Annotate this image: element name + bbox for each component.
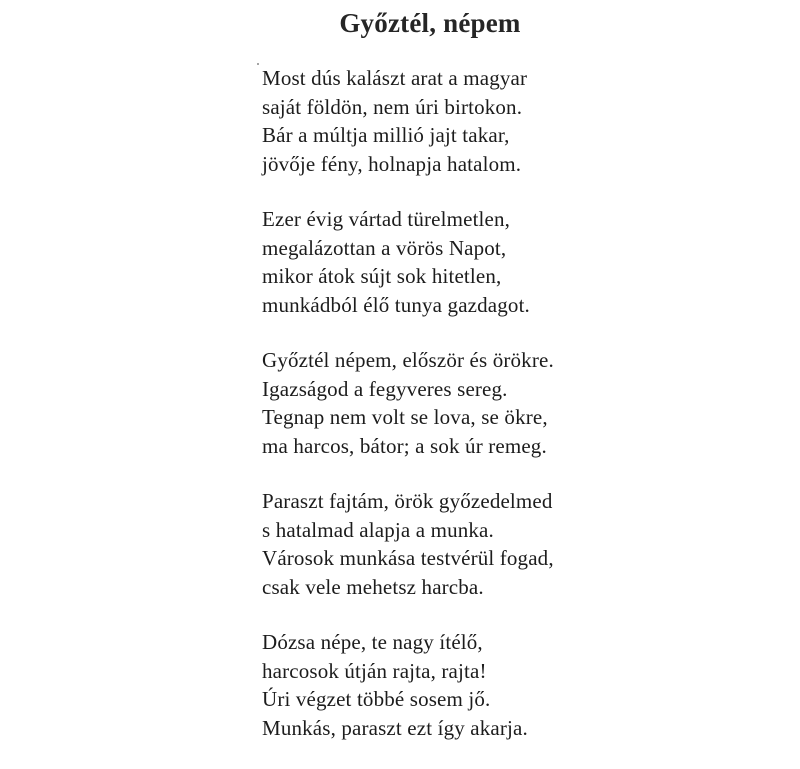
poem-title: Győztél, népem (339, 8, 521, 38)
poem-line: Most dús kalászt arat a magyar (262, 66, 528, 90)
poem-body (262, 64, 782, 769)
stanza-2 (262, 205, 782, 319)
poem-line: Bár a múltja millió jajt takar, (262, 123, 510, 147)
poem-line: jövője fény, holnapja hatalom. (262, 151, 522, 176)
poem-line: Tegnap nem volt se lova, se ökre, (262, 405, 548, 429)
poem-line: saját földön, nem úri birtokon. (262, 94, 523, 119)
poem-line: ma harcos, bátor; a sok úr remeg. (262, 433, 547, 458)
poem-line: Dózsa népe, te nagy ítélő, (262, 630, 483, 654)
poem-line: Igazságod a fegyveres sereg. (262, 376, 508, 401)
poem-line: Városok munkása testvérül fogad, (262, 546, 554, 570)
poem-line: mikor átok sújt sok hitetlen, (262, 264, 502, 288)
poem-line: Paraszt fajtám, örök győzedelmed (262, 489, 553, 513)
stanza-5 (262, 628, 782, 742)
poem-line: Munkás, paraszt ezt így akarja. (262, 715, 528, 740)
poem-line: Úri végzet többé sosem jő. (262, 687, 491, 711)
scan-speck (257, 63, 259, 65)
poem-line: harcosok útján rajta, rajta! (262, 658, 487, 683)
stanza-4 (262, 487, 782, 601)
poem-line: munkádból élő tunya gazdagot. (262, 292, 530, 317)
poem-line: megalázottan a vörös Napot, (262, 235, 507, 260)
stanza-3 (262, 346, 782, 460)
poem-line: Ezer évig vártad türelmetlen, (262, 207, 511, 231)
poem-line: Győztél népem, először és örökre. (262, 348, 554, 372)
poem-line: csak vele mehetsz harcba. (262, 574, 484, 599)
stanza-1 (262, 64, 782, 178)
poem-line: s hatalmad alapja a munka. (262, 517, 494, 542)
